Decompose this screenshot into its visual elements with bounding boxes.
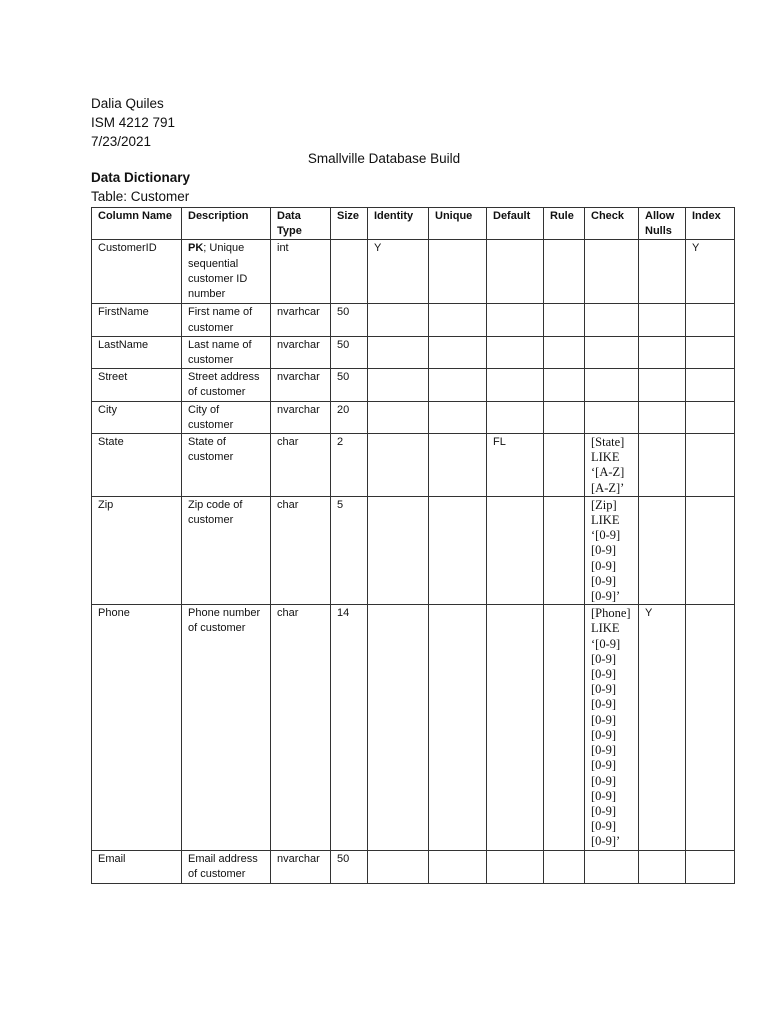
document-date: 7/23/2021 [91,134,152,149]
cell-index [686,336,735,368]
cell-check [585,304,639,336]
table-row [92,496,735,604]
header-rule: Rule [544,208,585,240]
table-caption: Table: Customer [91,189,190,204]
cell-identity [368,605,429,850]
header-column-name: Column Name [92,208,182,240]
cell-size: 2 [331,434,368,497]
table-row [92,850,735,883]
cell-data-type: nvarchar [271,369,331,401]
cell-allow-nulls [639,496,686,604]
check-constraint-line: [0-9] [591,697,616,712]
table-row [92,369,735,401]
cell-unique [429,496,487,604]
cell-check [585,240,639,304]
cell-check [585,369,639,401]
author-block [91,94,175,151]
cell-allow-nulls [639,369,686,401]
cell-size: 14 [331,605,368,850]
cell-data-type: nvarchar [271,336,331,368]
data-dictionary-table [91,207,735,884]
cell-default [487,304,544,336]
cell-index [686,369,735,401]
description-text: Zip code of customer [188,498,243,527]
cell-data-type: char [271,496,331,604]
table-row [92,240,735,304]
check-constraint-line: [0-9] [591,743,616,758]
cell-unique [429,605,487,850]
cell-check [585,336,639,368]
cell-rule [544,605,585,850]
check-constraint-line: [0-9] [591,819,616,834]
cell-allow-nulls [639,434,686,497]
cell-identity [368,336,429,368]
cell-default [487,336,544,368]
cell-column-name: Street [92,369,182,401]
check-constraint-line: [0-9] [591,712,616,727]
cell-size: 50 [331,369,368,401]
cell-index [686,605,735,850]
table-body [92,240,735,883]
description-text: ; Unique sequential customer ID number [188,242,248,301]
cell-column-name: Email [92,850,182,883]
cell-identity [368,304,429,336]
cell-column-name: CustomerID [92,240,182,304]
check-constraint-line: [A-Z]’ [591,480,625,495]
header-allow-nulls: Allow Nulls [639,208,686,240]
check-constraint-line: ‘[A-Z] [591,465,625,480]
cell-data-type: int [271,240,331,304]
cell-data-type: nvarchar [271,401,331,433]
cell-column-name: LastName [92,336,182,368]
check-constraint-line: [0-9] [591,727,616,742]
cell-column-name: FirstName [92,304,182,336]
check-constraint-line: [0-9] [591,667,616,682]
table-row [92,605,735,850]
cell-column-name: Phone [92,605,182,850]
cell-description [182,496,271,604]
cell-allow-nulls [639,304,686,336]
cell-description [182,240,271,304]
cell-allow-nulls [639,401,686,433]
cell-rule [544,369,585,401]
header-size: Size [331,208,368,240]
description-text: Street address of customer [188,371,260,399]
cell-check [585,401,639,433]
cell-default [487,369,544,401]
cell-size: 20 [331,401,368,433]
cell-rule [544,304,585,336]
cell-default [487,496,544,604]
header-unique: Unique [429,208,487,240]
cell-unique [429,401,487,433]
cell-size: 50 [331,336,368,368]
check-constraint-line: [Phone] [591,606,631,621]
document-title: Smallville Database Build [307,151,461,166]
description-text: Last name of customer [188,338,252,367]
check-constraint-line: LIKE [591,621,620,636]
cell-unique [429,240,487,304]
description-text: City of customer [188,403,234,431]
cell-identity [368,434,429,497]
cell-check [585,605,639,850]
cell-size: 50 [331,304,368,336]
header-check: Check [585,208,639,240]
cell-default [487,850,544,883]
section-heading: Data Dictionary [91,170,191,185]
cell-identity: Y [368,240,429,304]
cell-column-name: State [92,434,182,497]
cell-rule [544,401,585,433]
primary-key-marker: PK [188,242,204,255]
cell-description [182,434,271,497]
header-identity: Identity [368,208,429,240]
check-constraint-line: LIKE [591,450,620,465]
cell-allow-nulls [639,240,686,304]
check-constraint-line: [0-9] [591,543,616,558]
cell-index: Y [686,240,735,304]
cell-data-type: nvarhcar [271,304,331,336]
check-constraint-line: ‘[0-9] [591,528,621,543]
check-constraint-line: [State] [591,435,625,450]
check-constraint-line: [0-9] [591,788,616,803]
cell-size: 50 [331,850,368,883]
check-constraint-line: ‘[0-9] [591,636,621,651]
cell-identity [368,401,429,433]
table-row [92,434,735,497]
header-index: Index [686,208,735,240]
cell-column-name: Zip [92,496,182,604]
cell-unique [429,434,487,497]
description-text: State of customer [188,436,234,464]
cell-index [686,401,735,433]
check-constraint-line: [0-9] [591,682,616,697]
cell-identity [368,850,429,883]
check-constraint-line: [0-9] [591,773,616,788]
check-constraint-line: [0-9] [591,758,616,773]
cell-description [182,605,271,850]
check-constraint-line: [0-9]’ [591,589,621,604]
check-constraint-line: [0-9] [591,803,616,818]
cell-default [487,605,544,850]
cell-size [331,240,368,304]
cell-rule [544,240,585,304]
cell-check [585,850,639,883]
cell-default [487,240,544,304]
description-text: First name of customer [188,306,253,334]
cell-index [686,496,735,604]
check-constraint-line: [0-9]’ [591,834,621,849]
cell-identity [368,369,429,401]
cell-check [585,496,639,604]
check-constraint-line: [0-9] [591,573,616,588]
check-constraint-line: [0-9] [591,651,616,666]
cell-unique [429,336,487,368]
header-data-type: Data Type [271,208,331,240]
cell-column-name: City [92,401,182,433]
author-name: Dalia Quiles [91,96,164,111]
course-code: ISM 4212 791 [91,115,176,130]
cell-default [487,401,544,433]
cell-allow-nulls: Y [639,605,686,850]
check-constraint-line: [Zip] [591,497,617,512]
cell-index [686,850,735,883]
check-constraint-line: LIKE [591,513,620,528]
cell-unique [429,850,487,883]
cell-size: 5 [331,496,368,604]
table-header-row [92,208,735,240]
cell-data-type: char [271,434,331,497]
cell-unique [429,304,487,336]
cell-rule [544,496,585,604]
cell-description [182,850,271,883]
table-row [92,336,735,368]
cell-rule [544,850,585,883]
cell-allow-nulls [639,850,686,883]
cell-index [686,434,735,497]
cell-description [182,369,271,401]
description-text: Phone number of customer [188,607,261,635]
cell-rule [544,336,585,368]
cell-description [182,401,271,433]
header-description: Description [182,208,271,240]
table-row [92,304,735,336]
cell-description [182,336,271,368]
cell-data-type: nvarchar [271,850,331,883]
cell-index [686,304,735,336]
cell-data-type: char [271,605,331,850]
cell-check [585,434,639,497]
check-constraint-line: [0-9] [591,558,616,573]
cell-identity [368,496,429,604]
cell-default: FL [487,434,544,497]
cell-allow-nulls [639,336,686,368]
cell-rule [544,434,585,497]
cell-unique [429,369,487,401]
table-row [92,401,735,433]
header-default: Default [487,208,544,240]
cell-description [182,304,271,336]
description-text: Email address of customer [188,852,258,880]
